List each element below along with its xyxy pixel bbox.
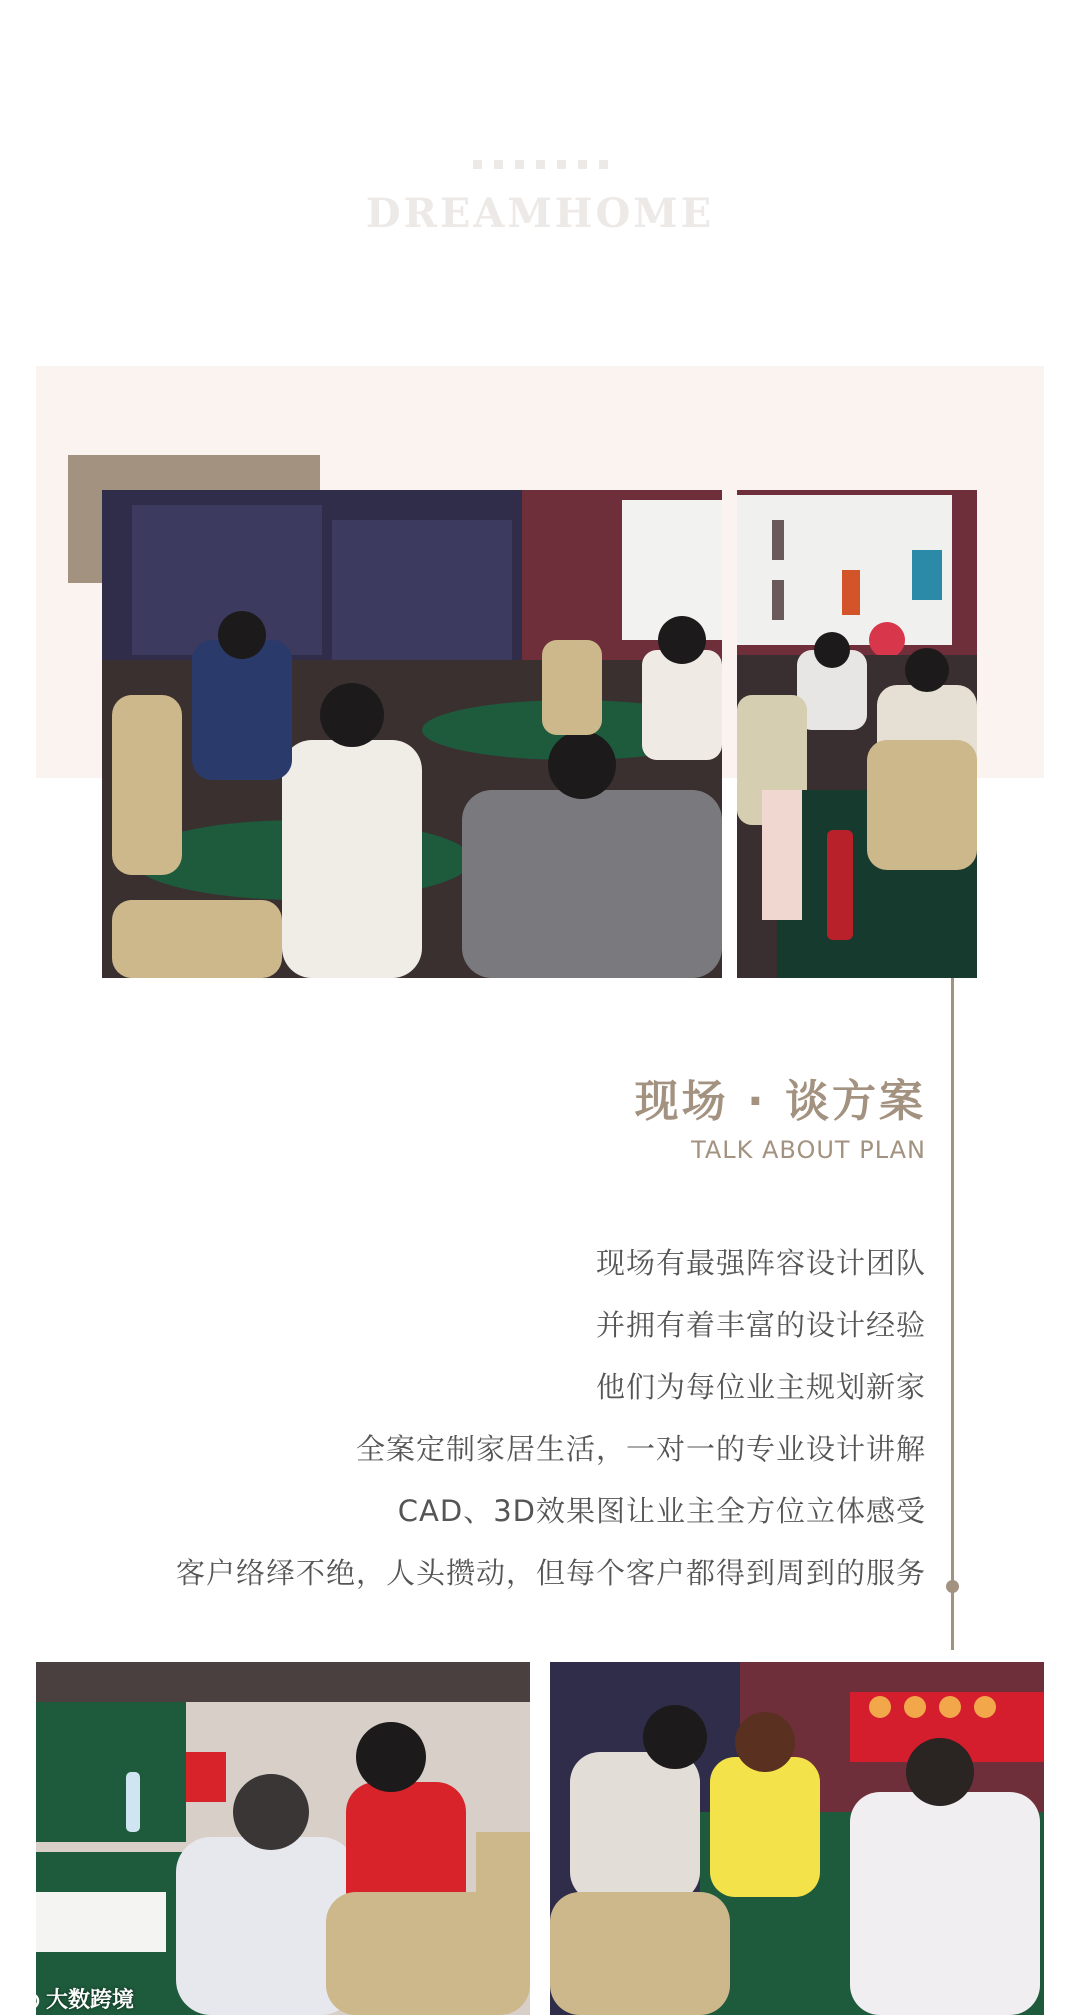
decorative-dots: [0, 160, 1080, 169]
body-line: CAD、3D效果图让业主全方位立体感受: [397, 1494, 926, 1528]
body-line: 客户络绎不绝，人头攒动，但每个客户都得到周到的服务: [175, 1556, 926, 1590]
body-line: 他们为每位业主规划新家: [595, 1370, 926, 1404]
accent-divider-line: [951, 978, 954, 1650]
photo-designer-customer-meeting: [550, 1662, 1044, 2015]
watermark: [10, 1983, 134, 2014]
section-heading: 现场 · 谈方案: [634, 1076, 926, 1127]
body-line: 现场有最强阵容设计团队: [595, 1246, 926, 1280]
logo-icon: [10, 1991, 40, 2011]
photo-event-consultation-room: [102, 490, 722, 978]
section-body: [46, 1232, 926, 1604]
photo-event-presentation-screen: [737, 490, 977, 978]
watermark-text: 大数跨境: [46, 1988, 135, 2013]
photo-customer-table-talk: [36, 1662, 530, 2015]
body-line: 并拥有着丰富的设计经验: [595, 1308, 926, 1342]
section-subheading: TALK ABOUT PLAN: [691, 1136, 926, 1164]
body-line: 全案定制家居生活，一对一的专业设计讲解: [355, 1432, 926, 1466]
brand-title: DREAMHOME: [365, 190, 715, 237]
accent-divider-dot: [946, 1580, 959, 1593]
